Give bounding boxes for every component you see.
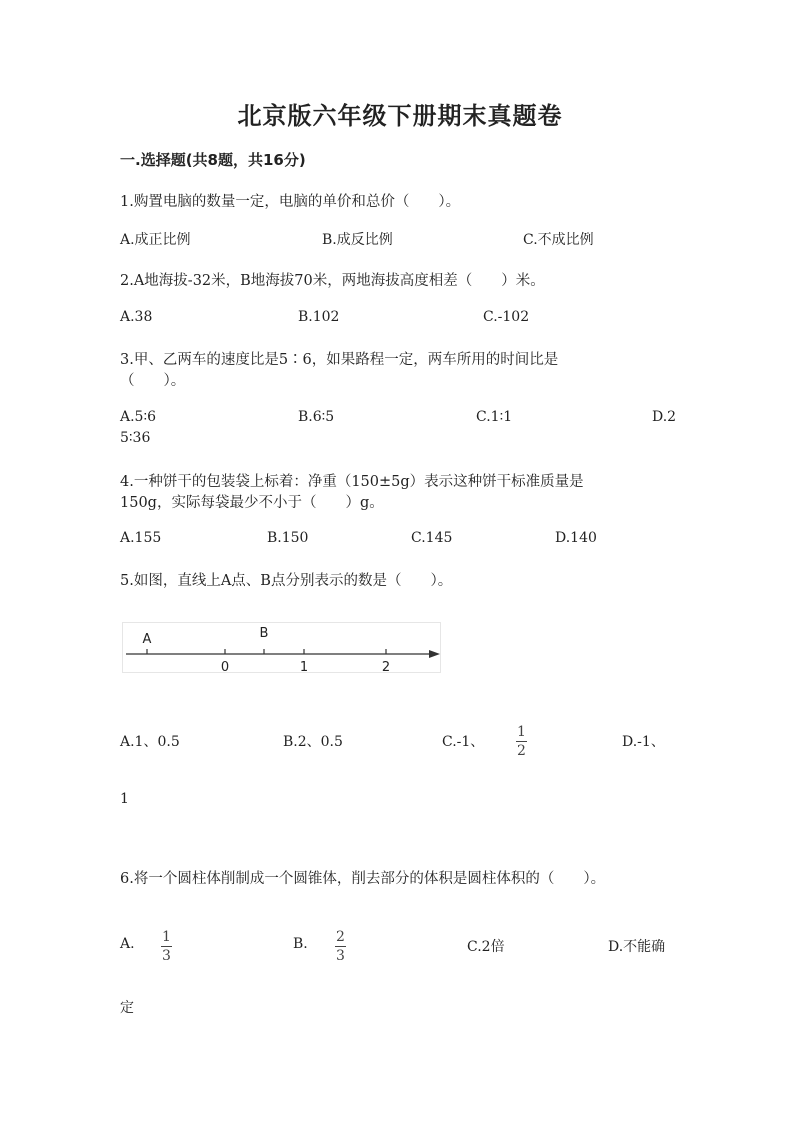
question-6-option-a-fraction xyxy=(161,929,172,964)
question-1-option-c[interactable]: C.不成比例 xyxy=(523,232,594,248)
question-4-option-d[interactable]: D.140 xyxy=(555,530,597,546)
fraction-numerator: 2 xyxy=(336,929,345,945)
question-3-option-d[interactable]: D.2 xyxy=(652,409,677,425)
question-5-option-d-wrap: 1 xyxy=(120,791,129,807)
question-3-option-c[interactable]: C.1∶1 xyxy=(476,409,513,425)
question-6-stem: 6.将一个圆柱体削制成一个圆锥体，削去部分的体积是圆柱体积的（ ）。 xyxy=(120,871,606,887)
fraction-bar xyxy=(161,946,172,947)
question-4-option-b[interactable]: B.150 xyxy=(267,530,309,546)
question-3-option-a[interactable]: A.5∶6 xyxy=(120,409,157,425)
point-label-b: B xyxy=(259,626,269,641)
fraction-numerator: 1 xyxy=(162,929,171,945)
fraction-denominator: 2 xyxy=(517,743,526,759)
fraction-bar xyxy=(516,741,527,742)
question-5-option-c-fraction xyxy=(516,724,527,759)
question-6-option-d[interactable]: D.不能确 xyxy=(608,939,666,955)
question-4-option-c[interactable]: C.145 xyxy=(411,530,453,546)
tick-label-2: 2 xyxy=(381,660,391,674)
question-4-stem-line1: 4.一种饼干的包装袋上标着：净重（150±5g）表示这种饼干标准质量是 xyxy=(120,474,584,490)
question-6-option-c[interactable]: C.2倍 xyxy=(467,939,505,955)
question-1-option-b[interactable]: B.成反比例 xyxy=(322,232,393,248)
question-5-option-c[interactable]: C.-1、 xyxy=(442,734,485,750)
question-3-stem-line1: 3.甲、乙两车的速度比是5∶6，如果路程一定，两车所用的时间比是 xyxy=(120,352,559,368)
fraction-denominator: 3 xyxy=(162,948,171,964)
question-2-stem: 2.A地海拔-32米，B地海拔70米，两地海拔高度相差（ ）米。 xyxy=(120,273,545,289)
fraction-denominator: 3 xyxy=(336,948,345,964)
tick-label-1: 1 xyxy=(299,660,309,674)
question-2-option-b[interactable]: B.102 xyxy=(298,309,340,325)
section-heading: 一.选择题(共8题，共16分) xyxy=(120,151,306,169)
question-6-option-d-wrap: 定 xyxy=(120,1000,134,1016)
fraction-bar xyxy=(335,946,346,947)
question-3-option-d-wrap: 5∶36 xyxy=(120,430,151,446)
question-3-option-b[interactable]: B.6∶5 xyxy=(298,409,335,425)
point-label-a: A xyxy=(142,632,152,647)
question-5-option-a[interactable]: A.1、0.5 xyxy=(120,734,180,750)
question-6-option-b-fraction xyxy=(335,929,346,964)
number-line-arrow xyxy=(429,650,440,658)
question-2-option-c[interactable]: C.-102 xyxy=(483,309,530,325)
question-2-option-a[interactable]: A.38 xyxy=(120,309,153,325)
question-6-option-a[interactable]: A. xyxy=(120,936,135,952)
number-line-figure xyxy=(122,622,444,674)
question-5-option-d[interactable]: D.-1、 xyxy=(622,734,665,750)
question-1-stem: 1.购置电脑的数量一定，电脑的单价和总价（ ）。 xyxy=(120,194,461,210)
question-3-stem-line2: （ ）。 xyxy=(120,373,186,389)
tick-label-0: 0 xyxy=(220,660,230,674)
question-4-stem-line2: 150g，实际每袋最少不小于（ ）g。 xyxy=(120,495,384,511)
question-5-stem: 5.如图，直线上A点、B点分别表示的数是（ ）。 xyxy=(120,573,453,589)
figure-border xyxy=(123,623,441,673)
question-6-option-b[interactable]: B. xyxy=(293,936,308,952)
page-title: 北京版六年级下册期末真题卷 xyxy=(237,102,563,130)
question-1-option-a[interactable]: A.成正比例 xyxy=(120,232,191,248)
fraction-numerator: 1 xyxy=(517,724,526,740)
question-4-option-a[interactable]: A.155 xyxy=(120,530,162,546)
question-5-option-b[interactable]: B.2、0.5 xyxy=(283,734,343,750)
